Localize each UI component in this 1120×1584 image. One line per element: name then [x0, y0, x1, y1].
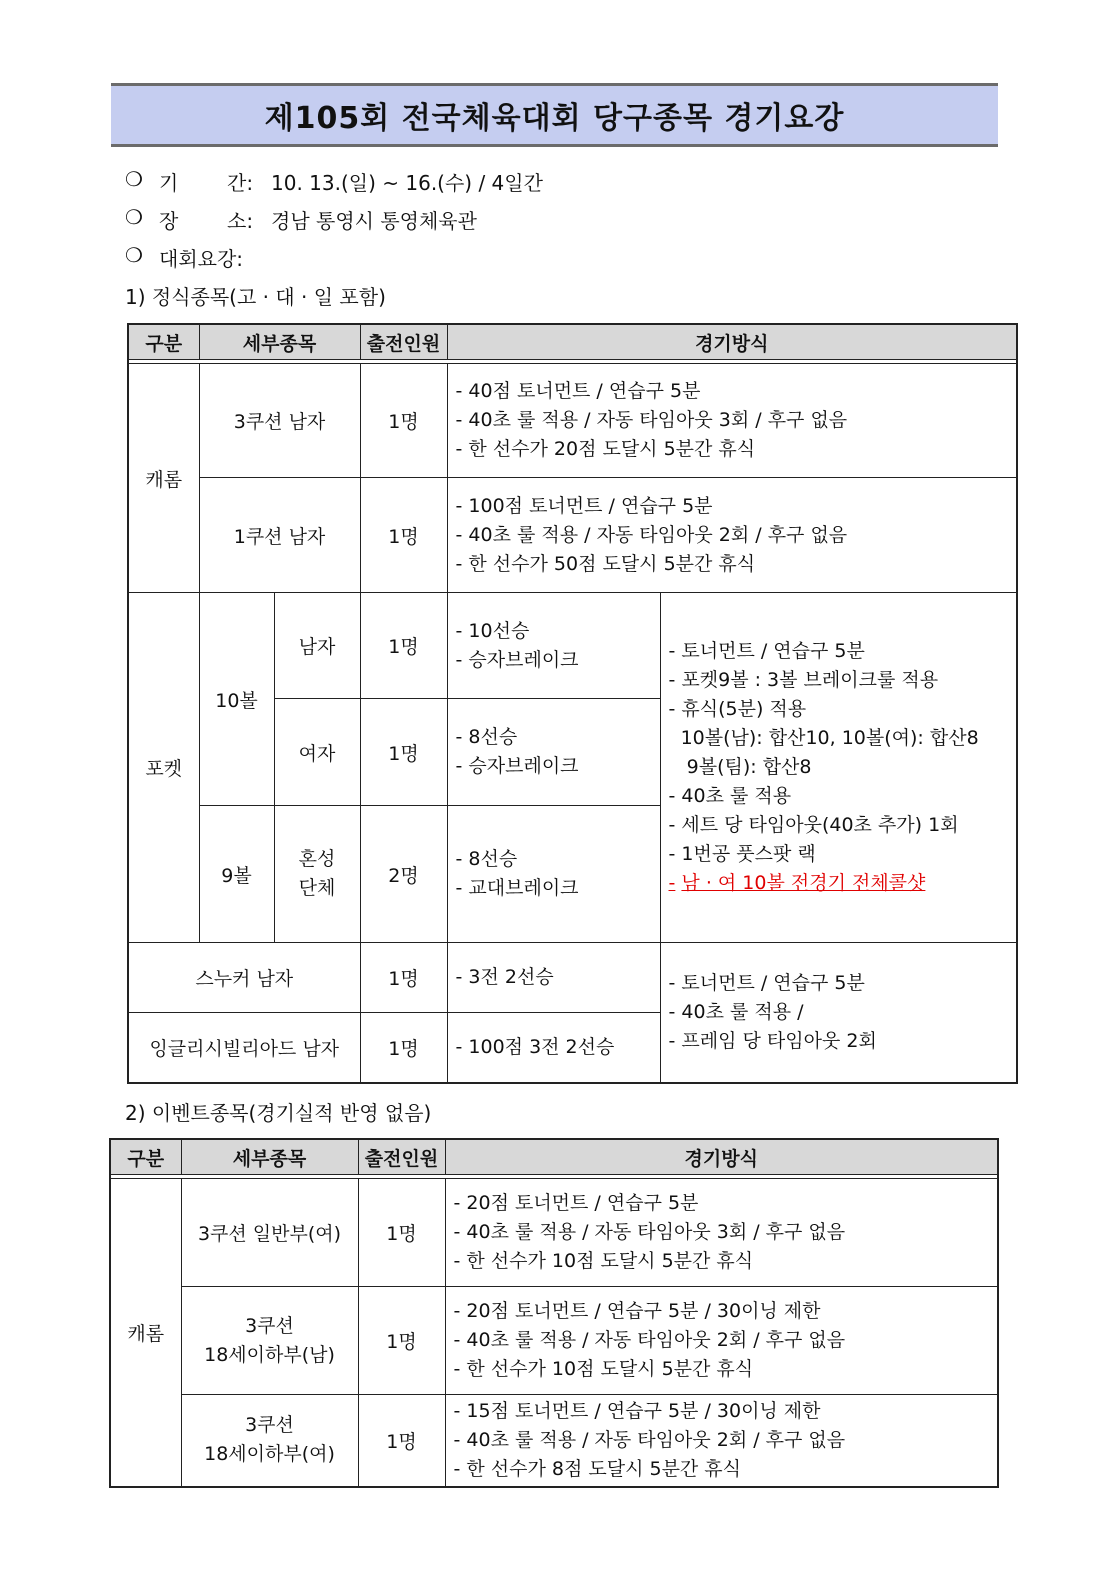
info-label-b: 간: [227, 171, 254, 195]
table-row [110, 1179, 998, 1287]
method-cell: - 3전 2선승 [447, 943, 660, 1013]
info-value: 경남 통영시 통영체육관 [271, 209, 477, 233]
players-cell: 2명 [360, 806, 447, 943]
event-cell: 3쿠션 18세이하부(여) [181, 1395, 358, 1487]
players-cell: 1명 [360, 1013, 447, 1083]
official-events-table [127, 323, 1018, 1084]
bullet-circle-icon: ❍ [125, 167, 143, 191]
bullet-circle-icon: ❍ [125, 205, 143, 229]
event-cell: 1쿠션 남자 [199, 478, 360, 593]
table-row [128, 478, 1017, 593]
table-row [128, 364, 1017, 478]
table-row [110, 1395, 998, 1487]
event-cell: 잉글리시빌리아드 남자 [128, 1013, 360, 1083]
category-pocket: 포켓 [128, 593, 199, 943]
document-title: 제105회 전국체육대회 당구종목 경기요강 [264, 101, 845, 136]
method-cell: - 10선승 - 승자브레이크 [447, 593, 660, 699]
event-items-table [109, 1138, 999, 1488]
info-value: 10. 13.(일) ~ 16.(수) / 4일간 [271, 171, 543, 195]
sub-event-cell: 혼성 단체 [274, 806, 360, 943]
sub-event-cell: 여자 [274, 699, 360, 806]
ball10-cell: 10볼 [199, 593, 274, 806]
title-banner [111, 83, 998, 147]
info-label-a: 대회요강: [159, 247, 244, 271]
category-carom: 캐롬 [110, 1179, 181, 1487]
table-header-row [110, 1139, 998, 1175]
players-cell: 1명 [358, 1395, 445, 1487]
method-cell: - 8선승 - 승자브레이크 [447, 699, 660, 806]
section-event: 2) 이벤트종목(경기실적 반영 없음) [125, 1101, 432, 1125]
section-official: 1) 정식종목(고 · 대 · 일 포함) [125, 285, 386, 309]
players-cell: 1명 [360, 699, 447, 806]
red-note: - 남 · 여 10볼 전경기 전체콜샷 [668, 872, 926, 894]
ball9-cell: 9볼 [199, 806, 274, 943]
header-event: 세부종목 [181, 1139, 358, 1175]
table-header-row [128, 324, 1017, 360]
header-method: 경기방식 [445, 1139, 998, 1175]
table-row [110, 1287, 998, 1395]
header-category: 구분 [128, 324, 199, 360]
info-label-a: 장 [159, 209, 179, 233]
event-cell: 3쿠션 남자 [199, 364, 360, 478]
info-label-a: 기 [159, 171, 179, 195]
method-cell: - 20점 토너먼트 / 연습구 5분 - 40초 룰 적용 / 자동 타임아웃 3회 / 후구 없음 - 한 선수가 10점 도달시 5분간 휴식 [445, 1179, 998, 1287]
header-category: 구분 [110, 1139, 181, 1175]
players-cell: 1명 [360, 943, 447, 1013]
info-label-b: 소: [227, 209, 254, 233]
method-cell: - 20점 토너먼트 / 연습구 5분 / 30이닝 제한 - 40초 룰 적용 / 자동 타임아웃 2회 / 후구 없음 - 한 선수가 10점 도달시 5분간 휴식 [445, 1287, 998, 1395]
method-cell: - 100점 3전 2선승 [447, 1013, 660, 1083]
info-guidelines [125, 243, 243, 272]
header-event: 세부종목 [199, 324, 360, 360]
snooker-common-method-cell: - 토너먼트 / 연습구 5분 - 40초 룰 적용 / - 프레임 당 타임아웃 2회 [660, 943, 1017, 1083]
pocket-common-method-cell: - 토너먼트 / 연습구 5분 - 포켓9볼 : 3볼 브레이크룰 적용 - 휴식(5분) 적용 10볼(남): 합산10, 10볼(여): 합산8 9볼(팀): 합산8 - 40초 룰 적용 - 세트 당 타임아웃(40초 추가) 1회 - 1번공 풋스팟 랙 - 남 · 여 10볼 전경기 전체콜샷 [660, 593, 1017, 943]
header-players: 출전인원 [358, 1139, 445, 1175]
method-cell: - 8선승 - 교대브레이크 [447, 806, 660, 943]
players-cell: 1명 [360, 593, 447, 699]
category-carom: 캐롬 [128, 364, 199, 593]
bullet-circle-icon: ❍ [125, 243, 143, 267]
table-row [128, 593, 1017, 699]
event-cell: 3쿠션 18세이하부(남) [181, 1287, 358, 1395]
header-method: 경기방식 [447, 324, 1017, 360]
event-cell: 스누커 남자 [128, 943, 360, 1013]
method-cell: - 40점 토너먼트 / 연습구 5분 - 40초 룰 적용 / 자동 타임아웃 3회 / 후구 없음 - 한 선수가 20점 도달시 5분간 휴식 [447, 364, 1017, 478]
info-period [125, 167, 543, 196]
players-cell: 1명 [360, 364, 447, 478]
players-cell: 1명 [358, 1179, 445, 1287]
method-cell: - 15점 토너먼트 / 연습구 5분 / 30이닝 제한 - 40초 룰 적용 / 자동 타임아웃 2회 / 후구 없음 - 한 선수가 8점 도달시 5분간 휴식 [445, 1395, 998, 1487]
table-row [128, 943, 1017, 1013]
players-cell: 1명 [360, 478, 447, 593]
sub-event-cell: 남자 [274, 593, 360, 699]
players-cell: 1명 [358, 1287, 445, 1395]
info-venue [125, 205, 477, 234]
event-cell: 3쿠션 일반부(여) [181, 1179, 358, 1287]
method-cell: - 100점 토너먼트 / 연습구 5분 - 40초 룰 적용 / 자동 타임아웃 2회 / 후구 없음 - 한 선수가 50점 도달시 5분간 휴식 [447, 478, 1017, 593]
header-players: 출전인원 [360, 324, 447, 360]
